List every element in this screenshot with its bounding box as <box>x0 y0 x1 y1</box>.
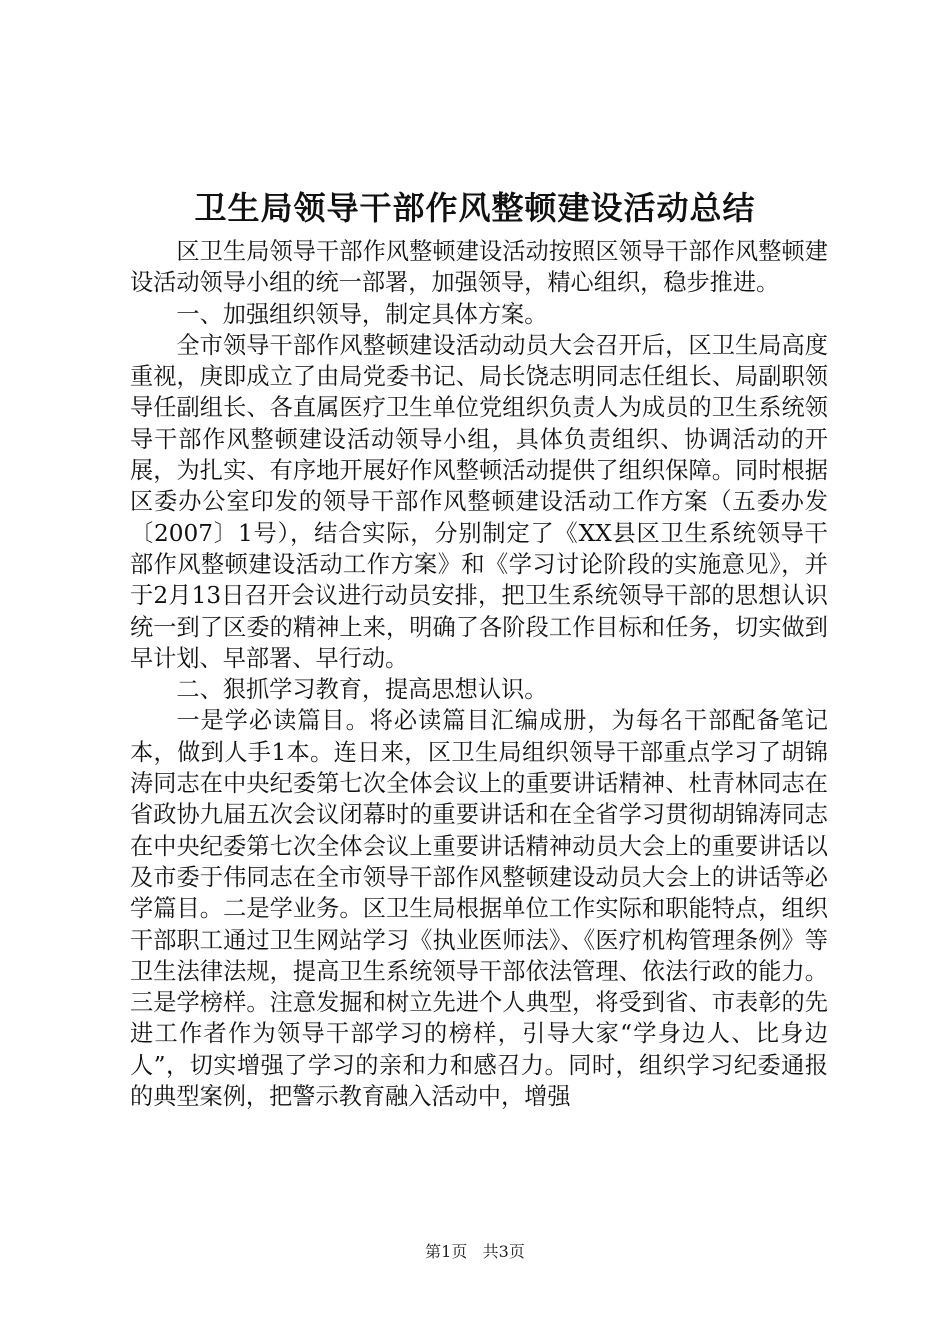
document-title: 卫生局领导干部作风整顿建设活动总结 <box>194 189 756 227</box>
paragraph-section-1: 全市领导干部作风整顿建设活动动员大会召开后，区卫生局高度重视，庚即成立了由局党委书记、局长饶志明同志任组长、局副职领导任副组长、各直属医疗卫生单位党组织负责人为成员的卫生系统领导干部作风整顿建设活动领导小组，具体负责组织、协调活动的开展，为扎实、有序地开展好作风整顿活动提供了组织保障。同时根据区委办公室印发的领导干部作风整顿建设活动工作方案（五委办发〔2007〕1号），结合实际，分别制定了《XX县区卫生系统领导干部作风整顿建设活动工作方案》和《学习讨论阶段的实施意见》，并于2月13日召开会议进行动员安排，把卫生系统领导干部的思想认识统一到了区委的精神上来，明确了各阶段工作目标和任务，切实做到早计划、早部署、早行动。 <box>130 331 828 672</box>
document-body <box>130 236 828 1112</box>
page-footer <box>0 1240 950 1264</box>
total-pages: 共3页 <box>482 1242 525 1261</box>
page-number: 第1页 <box>425 1242 468 1261</box>
section-heading-2: 二、狠抓学习教育，提高思想认识。 <box>176 676 548 704</box>
section-heading-1: 一、加强组织领导，制定具体方案。 <box>176 300 548 328</box>
paragraph-intro: 区卫生局领导干部作风整顿建设活动按照区领导干部作风整顿建设活动领导小组的统一部署，加强领导，精心组织，稳步推进。 <box>130 238 828 297</box>
paragraph-section-2: 一是学必读篇目。将必读篇目汇编成册，为每名干部配备笔记本，做到人手1本。连日来，区卫生局组织领导干部重点学习了胡锦涛同志在中央纪委第七次全体会议上的重要讲话精神、杜青林同志在省政协九届五次会议闭幕时的重要讲话和在全省学习贯彻胡锦涛同志在中央纪委第七次全体会议上重要讲话精神动员大会上的重要讲话以及市委于伟同志在全市领导干部作风整顿建设动员大会上的讲话等必学篇目。二是学业务。区卫生局根据单位工作实际和职能特点，组织干部职工通过卫生网站学习《执业医师法》、《医疗机构管理条例》等卫生法律法规，提高卫生系统领导干部依法管理、依法行政的能力。三是学榜样。注意发掘和树立先进个人典型，将受到省、市表彰的先进工作者作为领导干部学习的榜样，引导大家“学身边人、比身边人”，切实增强了学习的亲和力和感召力。同时，组织学习纪委通报的典型案例，把警示教育融入活动中，增强 <box>130 707 828 1111</box>
footer-separator <box>472 1242 477 1261</box>
